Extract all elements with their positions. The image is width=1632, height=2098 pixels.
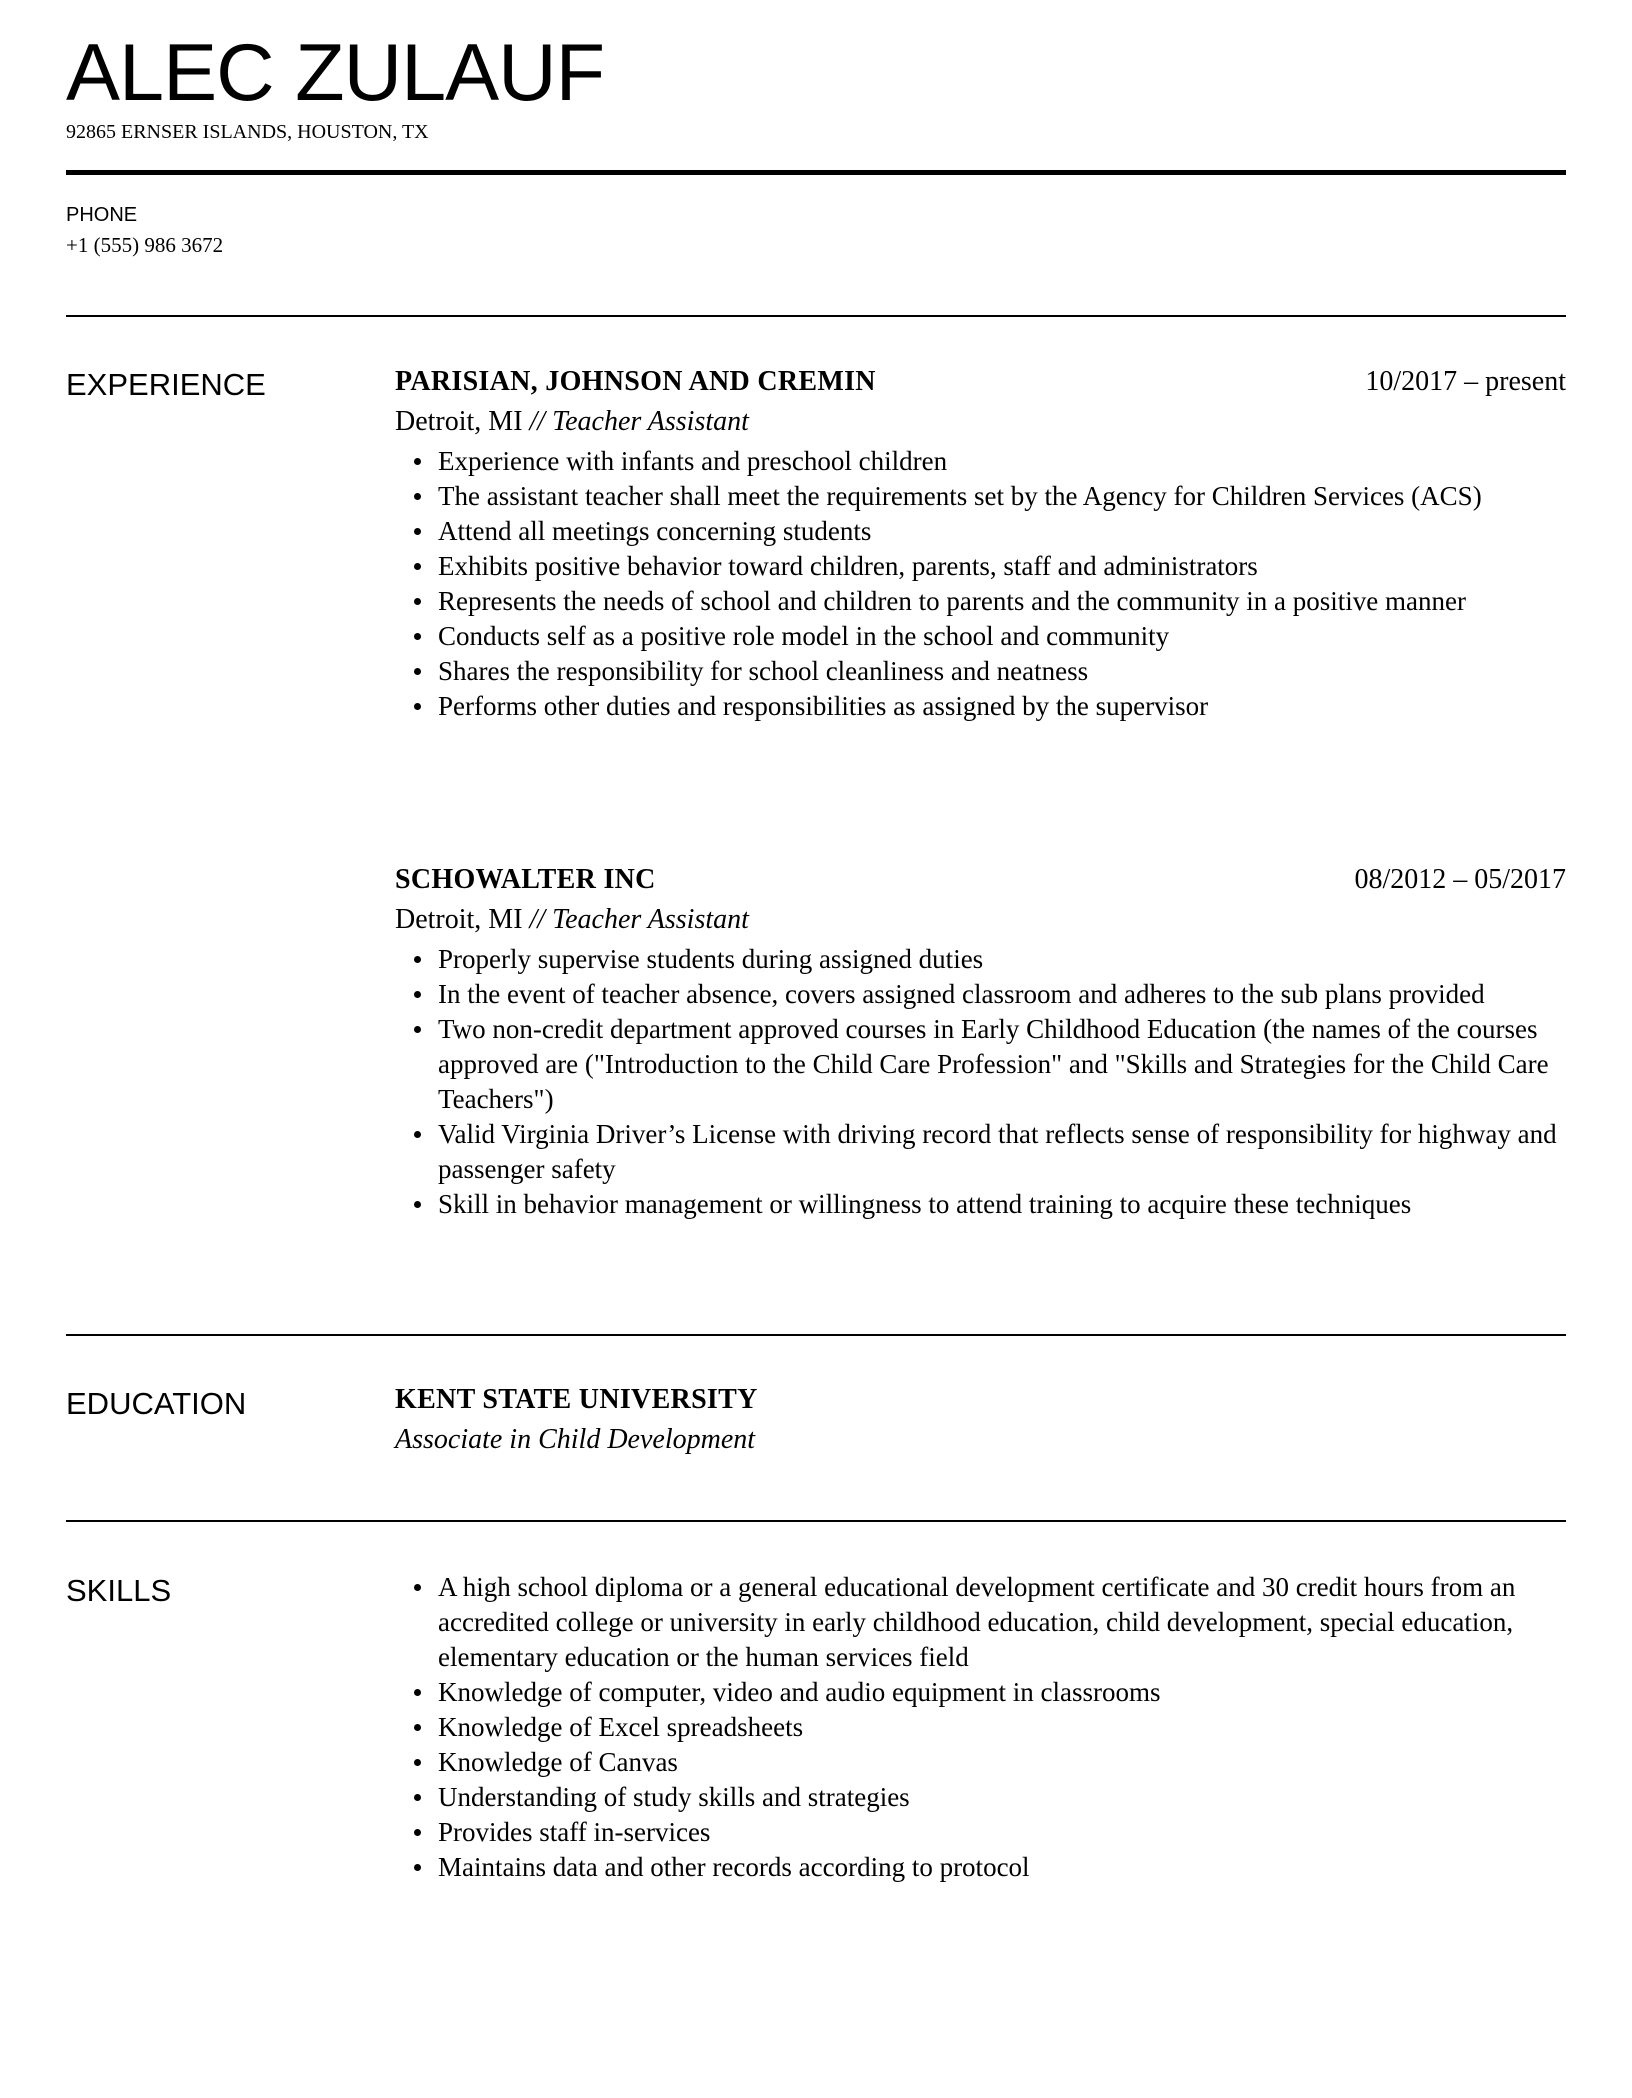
skill-item: Knowledge of Excel spreadsheets [395,1710,1566,1745]
phone-label: PHONE [66,204,138,226]
education-header [395,1382,1566,1422]
job-bullet: Skill in behavior management or willingness to attend training to acquire these techniques [395,1187,1566,1222]
job-employer: PARISIAN, JOHNSON AND CREMIN [395,366,876,397]
skill-item: A high school diploma or a general educational development certificate and 30 credit hours from an accredited college or university in early childhood education, child development, special education, elementary education or the human services field [395,1570,1566,1675]
job-bullet: Shares the responsibility for school cleanliness and neatness [395,654,1566,689]
job-bullet: Valid Virginia Driver’s License with driving record that reflects sense of responsibility for highway and passenger safety [395,1117,1566,1187]
skill-item: Knowledge of Canvas [395,1745,1566,1780]
job-bullet: Experience with infants and preschool children [395,444,1566,479]
degree-name: Associate in Child Development [395,1424,756,1455]
job-role: Teacher Assistant [552,904,749,935]
candidate-address: 92865 ERNSER ISLANDS, HOUSTON, TX [66,121,429,143]
job-separator: // [522,904,553,935]
school-name: KENT STATE UNIVERSITY [395,1384,758,1415]
education-heading: EDUCATION [66,1386,247,1421]
section-divider [66,1520,1566,1522]
job-bullet: The assistant teacher shall meet the requirements set by the Agency for Children Services (ACS) [395,479,1566,514]
job-entry [395,862,1566,1222]
job-bullet: Conducts self as a positive role model in the school and community [395,619,1566,654]
job-bullet: Two non-credit department approved courses in Early Childhood Education (the names of the courses approved are ("Introduction to the Child Care Profession" and "Skills and Strategies for the Child Care Teachers") [395,1012,1566,1117]
experience-heading: EXPERIENCE [66,367,266,402]
job-role: Teacher Assistant [552,406,749,437]
skills-list [395,1570,1566,1885]
job-bullet: Attend all meetings concerning students [395,514,1566,549]
skills-heading: SKILLS [66,1573,172,1608]
header-divider [66,170,1566,175]
job-bullet: Properly supervise students during assigned duties [395,942,1566,977]
job-header [395,862,1566,902]
job-bullet: Performs other duties and responsibilities as assigned by the supervisor [395,689,1566,724]
section-divider [66,1334,1566,1336]
skill-item: Understanding of study skills and strategies [395,1780,1566,1815]
job-subline [395,902,1566,942]
job-separator: // [522,406,553,437]
job-header [395,364,1566,404]
job-location: Detroit, MI [395,904,523,935]
skill-item: Provides staff in-services [395,1815,1566,1850]
section-divider [66,315,1566,317]
education-entry [395,1382,1566,1458]
skill-item: Knowledge of computer, video and audio equipment in classrooms [395,1675,1566,1710]
job-entry [395,364,1566,724]
job-dates: 08/2012 – 05/2017 [1354,864,1566,895]
phone-number: +1 (555) 986 3672 [66,233,224,257]
candidate-name: ALEC ZULAUF [66,28,605,118]
job-employer: SCHOWALTER INC [395,864,656,895]
job-bullets [395,444,1566,724]
job-subline [395,404,1566,444]
job-bullet: Represents the needs of school and children to parents and the community in a positive manner [395,584,1566,619]
job-location: Detroit, MI [395,406,523,437]
job-bullet: Exhibits positive behavior toward children, parents, staff and administrators [395,549,1566,584]
job-bullet: In the event of teacher absence, covers assigned classroom and adheres to the sub plans provided [395,977,1566,1012]
skills-entry [395,1570,1566,1885]
job-dates: 10/2017 – present [1365,366,1566,397]
job-bullets [395,942,1566,1222]
skill-item: Maintains data and other records according to protocol [395,1850,1566,1885]
